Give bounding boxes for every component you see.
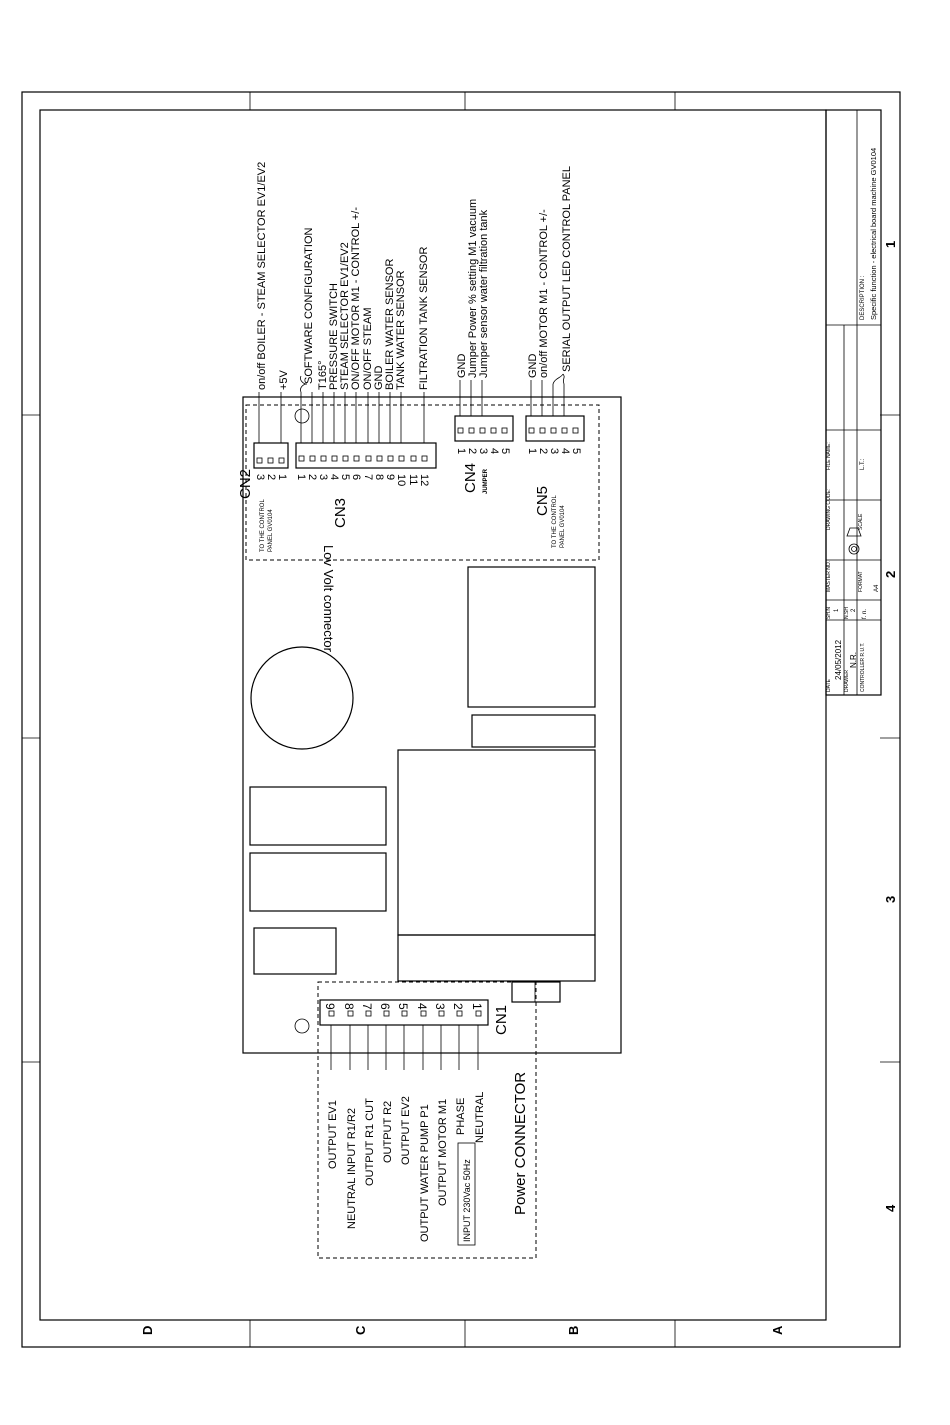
relay-block-strip <box>472 715 595 747</box>
tb-format-value: A4 <box>874 584 880 592</box>
fuse <box>254 928 336 974</box>
cn5-signal-motor-m1: on/off MOTOR M1 - CONTROL +/- <box>538 209 550 378</box>
svg-text:5: 5 <box>499 448 511 455</box>
tb-drawing-code-label: DRAWING CODE: <box>826 488 832 530</box>
zone-row-a: A <box>770 1325 785 1335</box>
svg-text:1: 1 <box>455 448 467 455</box>
svg-text:2: 2 <box>265 474 277 481</box>
cn2-signal-boiler: on/off BOILER - STEAM SELECTOR EV1/EV2 <box>256 161 268 390</box>
cn5-signal-gnd: GND <box>527 353 539 378</box>
cn3-signal-software-config: SOFTWARE CONFIGURATION <box>303 227 315 384</box>
svg-text:3: 3 <box>477 448 489 455</box>
cn3-signal-onoff-steam: ON/OFF STEAM <box>362 307 374 390</box>
cn1-signal-neutral-input: NEUTRAL INPUT R1/R2 <box>346 1107 358 1229</box>
svg-text:5: 5 <box>396 1003 410 1010</box>
cn1-signal-neutral: NEUTRAL <box>474 1091 486 1143</box>
tb-master-no-label: MASTER NO. <box>826 560 832 592</box>
svg-text:8: 8 <box>342 1003 356 1010</box>
relay-r2 <box>250 853 386 911</box>
tb-format-label: FORMAT <box>858 571 864 592</box>
svg-text:4: 4 <box>328 474 340 481</box>
connector-cn4 <box>455 416 513 494</box>
cn4-signal-jumper-power: Jumper Power % setting M1 vacuum <box>467 198 479 378</box>
svg-text:4: 4 <box>488 448 500 455</box>
svg-text:6: 6 <box>378 1003 392 1010</box>
svg-text:1: 1 <box>295 474 307 481</box>
cn2-title: CN2 <box>237 468 254 499</box>
svg-text:9: 9 <box>384 474 396 481</box>
connector-cn5 <box>526 416 584 548</box>
svg-text:PANEL GV0104: PANEL GV0104 <box>560 505 566 548</box>
low-volt-label: Lov Volt connector <box>321 545 336 652</box>
input-voltage-label: INPUT 230Vac 50Hz <box>462 1159 472 1242</box>
tb-sh-n-label: SH.N <box>826 607 832 619</box>
zone-col-1: 1 <box>883 240 898 248</box>
svg-text:7: 7 <box>362 474 374 481</box>
svg-text:3: 3 <box>548 448 560 455</box>
svg-text:2: 2 <box>306 474 318 481</box>
svg-text:3: 3 <box>433 1003 447 1010</box>
projection-symbol-icon <box>847 528 861 554</box>
zone-col-2: 2 <box>883 570 898 578</box>
connector-cn2 <box>237 443 288 552</box>
cn5-signal-serial-output: SERIAL OUTPUT LED CONTROL PANEL <box>561 166 573 372</box>
tb-n-sh-label: N.SH <box>844 607 850 619</box>
connector-cn1 <box>320 1000 510 1035</box>
power-connector-label: Power CONNECTOR <box>512 1071 529 1215</box>
cn3-signal-gnd: GND <box>373 365 385 390</box>
mount-hole-bottom <box>295 1019 309 1033</box>
svg-text:4: 4 <box>415 1003 429 1010</box>
cn4-title: CN4 <box>462 462 479 493</box>
tb-lt-label: L.T.: <box>860 458 866 470</box>
svg-text:7: 7 <box>360 1003 374 1010</box>
cn1-signal-output-r1-cut: OUTPUT R1 CUT <box>364 1098 376 1186</box>
tb-drawer-label: DRAWER <box>844 669 850 692</box>
cn3-signal-t165: T165° <box>317 360 329 390</box>
tb-scale-label: SCALE <box>858 513 864 530</box>
tb-file-name-label: FILE NAME: <box>826 442 832 470</box>
cn3-signal-motor-m1: ON/OFF MOTOR M1 - CONTROL +/- <box>350 206 362 390</box>
svg-text:8: 8 <box>373 474 385 481</box>
svg-text:11: 11 <box>407 474 419 486</box>
cn4-signal-jumper-sensor: Jumper sensor water filtration tank <box>478 209 490 378</box>
tb-date-value: 24/05/2012 <box>834 639 843 680</box>
relay-r1 <box>250 787 386 845</box>
zone-row-d: D <box>140 1325 155 1335</box>
pcb-board <box>243 397 621 1053</box>
cn3-signal-boiler-water: BOILER WATER SENSOR <box>384 258 396 390</box>
cn1-signal-output-ev2: OUTPUT EV2 <box>400 1096 412 1165</box>
zone-ticks <box>22 92 900 1347</box>
transformer <box>398 750 595 935</box>
svg-text:1: 1 <box>526 448 538 455</box>
svg-text:10: 10 <box>395 474 407 487</box>
cn4-signal-gnd: GND <box>456 353 468 378</box>
tb-controller-label: CONTROLLER R.U.T. <box>860 642 866 692</box>
svg-text:6: 6 <box>350 474 362 481</box>
cn5-title: CN5 <box>534 485 551 516</box>
svg-text:2: 2 <box>451 1003 465 1010</box>
svg-text:3: 3 <box>317 474 329 481</box>
transformer-base <box>398 935 595 981</box>
zone-col-3: 3 <box>883 895 898 903</box>
svg-text:PANEL GV0104: PANEL GV0104 <box>268 509 274 552</box>
cn1-signal-water-pump: OUTPUT WATER PUMP P1 <box>419 1104 431 1242</box>
capacitor <box>251 647 353 749</box>
outer-frame <box>22 92 900 1347</box>
zone-col-4: 4 <box>883 1204 898 1212</box>
cn1-title: CN1 <box>493 1004 510 1035</box>
mount-hole-top <box>295 409 309 423</box>
zone-row-b: B <box>566 1325 581 1335</box>
zone-row-c: C <box>353 1325 368 1335</box>
svg-text:JUMPER: JUMPER <box>483 468 489 494</box>
cn3-signal-filtration-tank: FILTRATION TANK SENSOR <box>418 246 430 390</box>
tb-sh-n-value: 1 <box>834 608 840 612</box>
cn3-signal-tank-water: TANK WATER SENSOR <box>395 270 407 390</box>
svg-text:5: 5 <box>570 448 582 455</box>
tb-fn-label: f. n. <box>862 608 868 619</box>
svg-text:12: 12 <box>418 474 430 487</box>
tb-drawer-value: N.R. <box>849 652 858 668</box>
connector-cn3 <box>295 443 436 528</box>
cn1-signal-motor-m1: OUTPUT MOTOR M1 <box>437 1098 449 1206</box>
tb-n-sh-value: 2 <box>851 608 857 612</box>
cn1-signal-output-ev1: OUTPUT EV1 <box>327 1100 339 1169</box>
svg-text:1: 1 <box>470 1003 484 1010</box>
cn1-signal-phase: PHASE <box>455 1097 467 1135</box>
cn3-signal-pressure-switch: PRESSURE SWITCH <box>328 283 340 390</box>
cn1-signal-output-r2: OUTPUT R2 <box>382 1100 394 1163</box>
svg-text:9: 9 <box>323 1003 337 1010</box>
svg-text:TO THE CONTROL: TO THE CONTROL <box>552 495 558 548</box>
svg-text:2: 2 <box>537 448 549 455</box>
svg-text:2: 2 <box>466 448 478 455</box>
cn3-signal-steam-selector: STEAM SELECTOR EV1/EV2 <box>339 242 351 390</box>
inner-border <box>40 110 826 1320</box>
svg-text:3: 3 <box>254 474 266 481</box>
svg-text:5: 5 <box>339 474 351 481</box>
tb-description-label: DESCRIPTION : <box>860 275 866 320</box>
svg-text:TO THE CONTROL: TO THE CONTROL <box>260 499 266 552</box>
cn3-title: CN3 <box>332 497 349 528</box>
tb-description: Specific function - electrical board machine GV0104 <box>869 147 878 320</box>
svg-text:1: 1 <box>276 474 288 481</box>
relay-block-top <box>468 567 595 707</box>
tb-date-label: DATE <box>826 679 832 692</box>
cn2-signal-5v: +5V <box>278 370 290 390</box>
svg-text:4: 4 <box>559 448 571 455</box>
